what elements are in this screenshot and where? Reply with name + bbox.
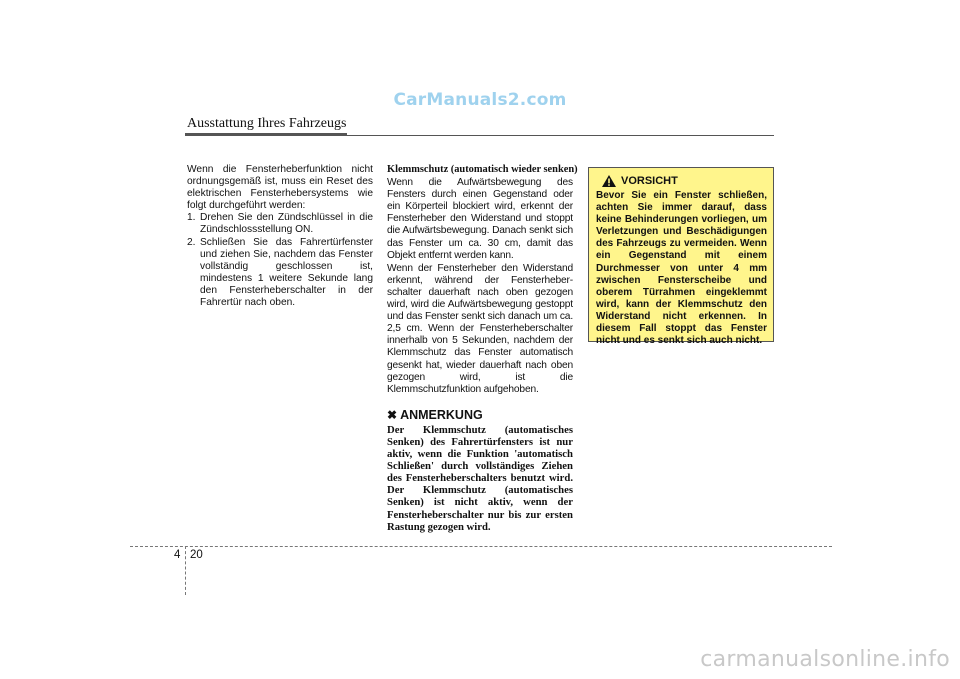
caution-heading [602, 175, 767, 187]
caution-box [588, 167, 774, 347]
column-reset-instructions [187, 164, 373, 309]
klemmschutz-paragraph-1: Wenn die Aufwärtsbewegung des Fensters durch einen Gegenstand oder ein Körperteil blockiert wird, erkennt der Fensterheber den Widerstand und stoppt die Aufwärtsbewegung. Danach senkt sich das Fenster um ca. 30 cm, damit das Objekt entfernt werden kann. [387, 177, 573, 261]
section-title: Ausstattung Ihres Fahrzeugs [187, 116, 347, 131]
footer-vertical-divider [185, 546, 186, 595]
reset-step-2 [187, 237, 373, 310]
step-text: Schließen Sie das Fahrertürfenster und ziehen Sie, nachdem das Fenster vollständig geschlossen ist, mindestens 1 weitere Sekunde lang den Fensterheberschalter in der Fahrertür nach oben. [200, 236, 373, 309]
step-text: Drehen Sie den Zündschlüssel in die Zündschlossstellung ON. [200, 212, 373, 236]
reset-steps [187, 212, 373, 309]
reset-intro: Wenn die Fensterheberfunktion nicht ordnungsgemäß ist, muss ein Reset des elektrischen Fensterhebersystems wie folgt durchgeführt werden: [187, 164, 373, 212]
warning-triangle-icon [602, 175, 616, 187]
caution-body: Bevor Sie ein Fenster schließen, achten Sie immer darauf, dass keine Behinderungen vorliegen, um Verletzungen und Beschädigungen des Fahrzeugs zu vermeiden. Wenn ein Gegenstand mit einem Durchmesser von unter 4 mm zwischen Fensterscheibe und oberem Türrahmen eingeklemmt wird, kann der Klemmschutz den Widerstand nicht erkennen. In diesem Fall stoppt das Fenster nicht und es senkt sich auch nicht. [596, 190, 767, 347]
klemmschutz-heading: Klemmschutz (automatisch wieder senken) [387, 164, 578, 175]
footer-divider [130, 546, 832, 547]
chapter-number: 4 [174, 549, 181, 561]
watermark-carmanualsonline: carmanualsonline.info [700, 647, 950, 672]
page-number: 20 [190, 549, 203, 561]
step-number: 1. [187, 212, 196, 224]
klemmschutz-paragraph-2: Wenn der Fensterheber den Widerstand erkennt, während der Fensterheber-schalter dauerhaft nach oben gezogen wird, wird die Aufwärtsbewegung gestoppt und das Fenster senkt sich danach um ca. 2,5 cm. Wenn der Fensterheberschalter innerhalb von 5 Sekunden, nachdem der Klemmschutz das Fenster automatisch gesenkt hat, wieder dauerhaft nach oben gezogen wird, ist die Klemmschutzfunktion aufgehoben. [387, 262, 573, 395]
watermark-carmanuals2: CarManuals2.com [393, 90, 567, 110]
note-body: Der Klemmschutz (automatisches Senken) des Fahrertürfensters ist nur aktiv, wenn die Funktion 'automatisch Schließen' durch vollständiges Ziehen des Fensterheberschalters benutzt wird. Der Klemmschutz (automatisches Senken) ist nicht aktiv, wenn der Fensterheberschalter nur bis zur ersten Rastung gezogen wird. [387, 423, 573, 533]
title-underline-thick [185, 133, 347, 136]
note-title: ANMERKUNG [400, 407, 483, 422]
column-klemmschutz [387, 164, 578, 533]
step-number: 2. [187, 236, 196, 248]
caution-title: VORSICHT [621, 175, 678, 187]
reset-step-1 [187, 212, 373, 236]
star-cross-icon: ✖ [387, 407, 398, 422]
note-heading [387, 409, 573, 421]
title-underline-thin [347, 135, 774, 136]
